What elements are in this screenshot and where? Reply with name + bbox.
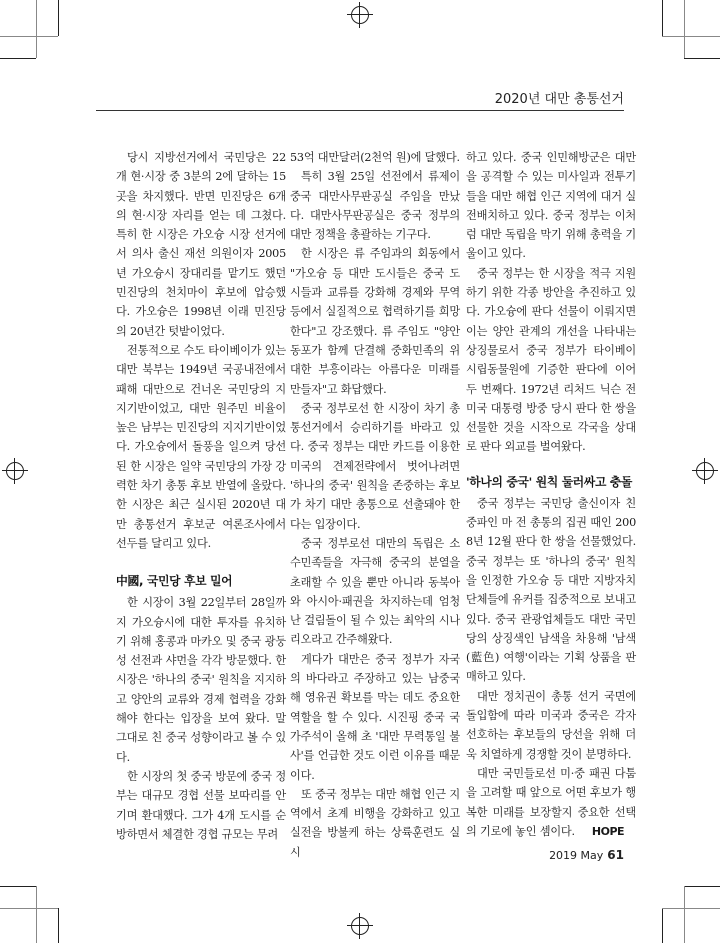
paragraph: 한 시장의 첫 중국 방문에 중국 정부는 대규모 경협 선물 보따리를 안기며 환대했다. 그가 4개 도시를 순방하면서 체결한 경협 규모는 무려	[116, 769, 286, 841]
paragraph: 특히 3월 25일 선전에서 류제이 중국 대만사무판공실 주임을 만났다. 대만사무판공실은 중국 정부의 대만 정책을 총괄하는 기구다.	[290, 170, 460, 242]
crop-mark	[58, 0, 59, 36]
registration-mark-icon	[2, 458, 28, 484]
crop-mark	[684, 886, 720, 887]
paragraph: 게다가 대만은 중국 정부가 자국의 바다라고 주장하고 있는 남중국해 영유권 확보를 막는 데도 중요한 역할을 할 수 있다. 시진핑 중국 국가주석이 올해 초 '대만 무력통일 불사'를 언급한 것도 이런 이유를 때문이다.	[290, 652, 460, 782]
page-footer	[549, 848, 624, 862]
crop-mark	[684, 58, 720, 59]
crop-mark	[0, 886, 36, 887]
corner-line	[36, 0, 37, 58]
paragraph: 하고 있다. 중국 인민해방군은 대만을 공격할 수 있는 미사일과 전투기들을 대만 해협 인근 지역에 대거 실전배치하고 있다. 중국 정부는 이처럼 대만 독립을 막기 위해 총력을 기울이고 있다.	[466, 151, 636, 261]
paragraph: 중국 정부로선 한 시장이 차기 총통선거에서 승리하기를 바라고 있다. 중국 정부는 대만 카드를 이용한 미국의 견제전략에서 벗어나려면 '하나의 중국' 원칙을 존중하는 후보가 차기 대만 총통으로 선출돼야 한다는 입장이다.	[290, 401, 460, 531]
crop-mark	[662, 0, 663, 36]
corner-line	[0, 36, 58, 37]
paragraph: 중국 정부는 국민당 출신이자 친중파인 마 전 총통의 집권 때인 2008년 12월 판다 한 쌍을 선물했었다. 중국 정부는 또 '하나의 중국' 원칙을 인정한 가오슝 등 대만 지방자치단체들에 유커를 집중적으로 보내고 있다. 중국 관광업체들도 대만 국민당의 상징색인 남색을 차용해 '남색(藍色) 여행'이라는 기획 상품을 판매하고 있다.	[466, 496, 636, 684]
page-number: 61	[607, 848, 624, 862]
text-column-3	[466, 148, 636, 841]
paragraph: 또 중국 정부는 대만 해협 인근 지역에서 초계 비행을 강화하고 있고 실전을 방불케 하는 상륙훈련도 실시	[290, 787, 460, 859]
header-rule	[96, 110, 624, 111]
crop-mark	[58, 908, 59, 943]
paragraph: 한 시장은 류 주임과의 회동에서 "가오슝 등 대만 도시들은 중국 도시들과 교류를 강화해 경제와 무역 등에서 실질적으로 협력하기를 희망한다"고 강조했다. 류 주임도 "양안 동포가 함께 단결해 중화민족의 위대한 부흥이라는 아름다운 미래를 만들자"고 화답했다.	[290, 247, 460, 396]
corner-line	[662, 36, 720, 37]
section-header: 2020년 대만 총통선거	[494, 92, 624, 107]
corner-line	[662, 908, 720, 909]
paragraph-text: 대만 국민들로선 미·중 패권 다툼을 고려할 때 앞으로 어떤 후보가 행복한 미래를 보장할지 중요한 선택의 기로에 놓인 셈이다.	[466, 766, 636, 838]
corner-line	[684, 0, 685, 58]
text-column-2	[290, 148, 460, 862]
paragraph: 한 시장이 3월 22일부터 28일까지 가오슝시에 대한 투자를 유치하기 위해 홍콩과 마카오 및 중국 광둥성 선전과 샤먼을 각각 방문했다. 한 시장은 '하나의 중국' 원칙을 지지하고 양안의 교류와 경제 협력을 강화해야 한다는 입장을 보여 왔다. 말 그대로 친 중국 성향이라고 볼 수 있다.	[116, 596, 286, 764]
crop-mark	[0, 58, 36, 59]
paragraph-final	[466, 764, 636, 841]
paragraph: 53억 대만달러(2천억 원)에 달했다.	[290, 151, 460, 164]
paragraph: 당시 지방선거에서 국민당은 22개 현·시장 중 3분의 2에 달하는 15곳을 차지했다. 반면 민진당은 6개의 현·시장 자리를 얻는 데 그쳤다. 특히 한 시장은 가오슝 시장 선거에서 의사 출신 재선 의원이자 2005년 가오슝시 장대리를 맡기도 했던 민진당의 천치마이 후보에 압승했다. 가오슝은 1998년 이래 민진당의 20년간 텃밭이었다.	[116, 151, 286, 338]
paragraph: 중국 정부로선 대만의 독립은 소수민족들을 자극해 중국의 분열을 초래할 수 있을 뿐만 아니라 동북아와 아시아·패권을 차지하는데 엄청난 걸림돌이 될 수 있는 최악의 시나리오라고 간주해왔다.	[290, 536, 460, 647]
paragraph: 중국 정부는 한 시장을 적극 지원하기 위한 각종 방안을 추진하고 있다. 가오슝에 판다 선물이 이뤄지면 이는 양안 관계의 개선을 나타내는 상징물로서 중국 정부가 타이베이 시립동물원에 기증한 판다에 이어 두 번째다. 1972년 리처드 닉슨 전 미국 대통령 방중 당시 판다 한 쌍을 선물한 것을 시작으로 각국을 상대로 판다 외교를 벌여왔다.	[466, 266, 636, 454]
issue-label: 2019 May	[549, 849, 604, 862]
corner-line	[684, 886, 685, 943]
corner-line	[0, 908, 58, 909]
text-column-1	[116, 148, 286, 844]
paragraph: 대만 정치권이 총통 선거 국면에 돌입함에 따라 미국과 중국은 각자 선호하는 후보들의 당선을 위해 더욱 치열하게 경쟁할 것이 분명하다.	[466, 689, 636, 761]
registration-mark-icon	[692, 458, 718, 484]
subheading: 中國, 국민당 후보 밀어	[116, 574, 233, 589]
registration-mark-icon	[347, 2, 373, 28]
spacer	[116, 553, 286, 572]
corner-line	[36, 886, 37, 943]
registration-mark-icon	[347, 913, 373, 939]
subheading: '하나의 중국' 원칙 둘러싸고 충돌	[466, 474, 633, 489]
paragraph: 전통적으로 수도 타이베이가 있는 대만 북부는 1949년 국공내전에서 패해 대만으로 건너온 국민당의 지지기반이었고, 대만 원주민 비율이 높은 남부는 민진당의 지지기반이었다. 가오슝에서 돌풍을 일으켜 당선된 한 시장은 일약 국민당의 가장 강력한 차기 총통 후보 반열에 올랐다. 한 시장은 최근 실시된 2020년 대만 총통선거 후보군 여론조사에서 선두를 달리고 있다.	[116, 343, 286, 550]
crop-mark	[662, 908, 663, 943]
end-mark-logo: HOPE	[591, 824, 625, 838]
